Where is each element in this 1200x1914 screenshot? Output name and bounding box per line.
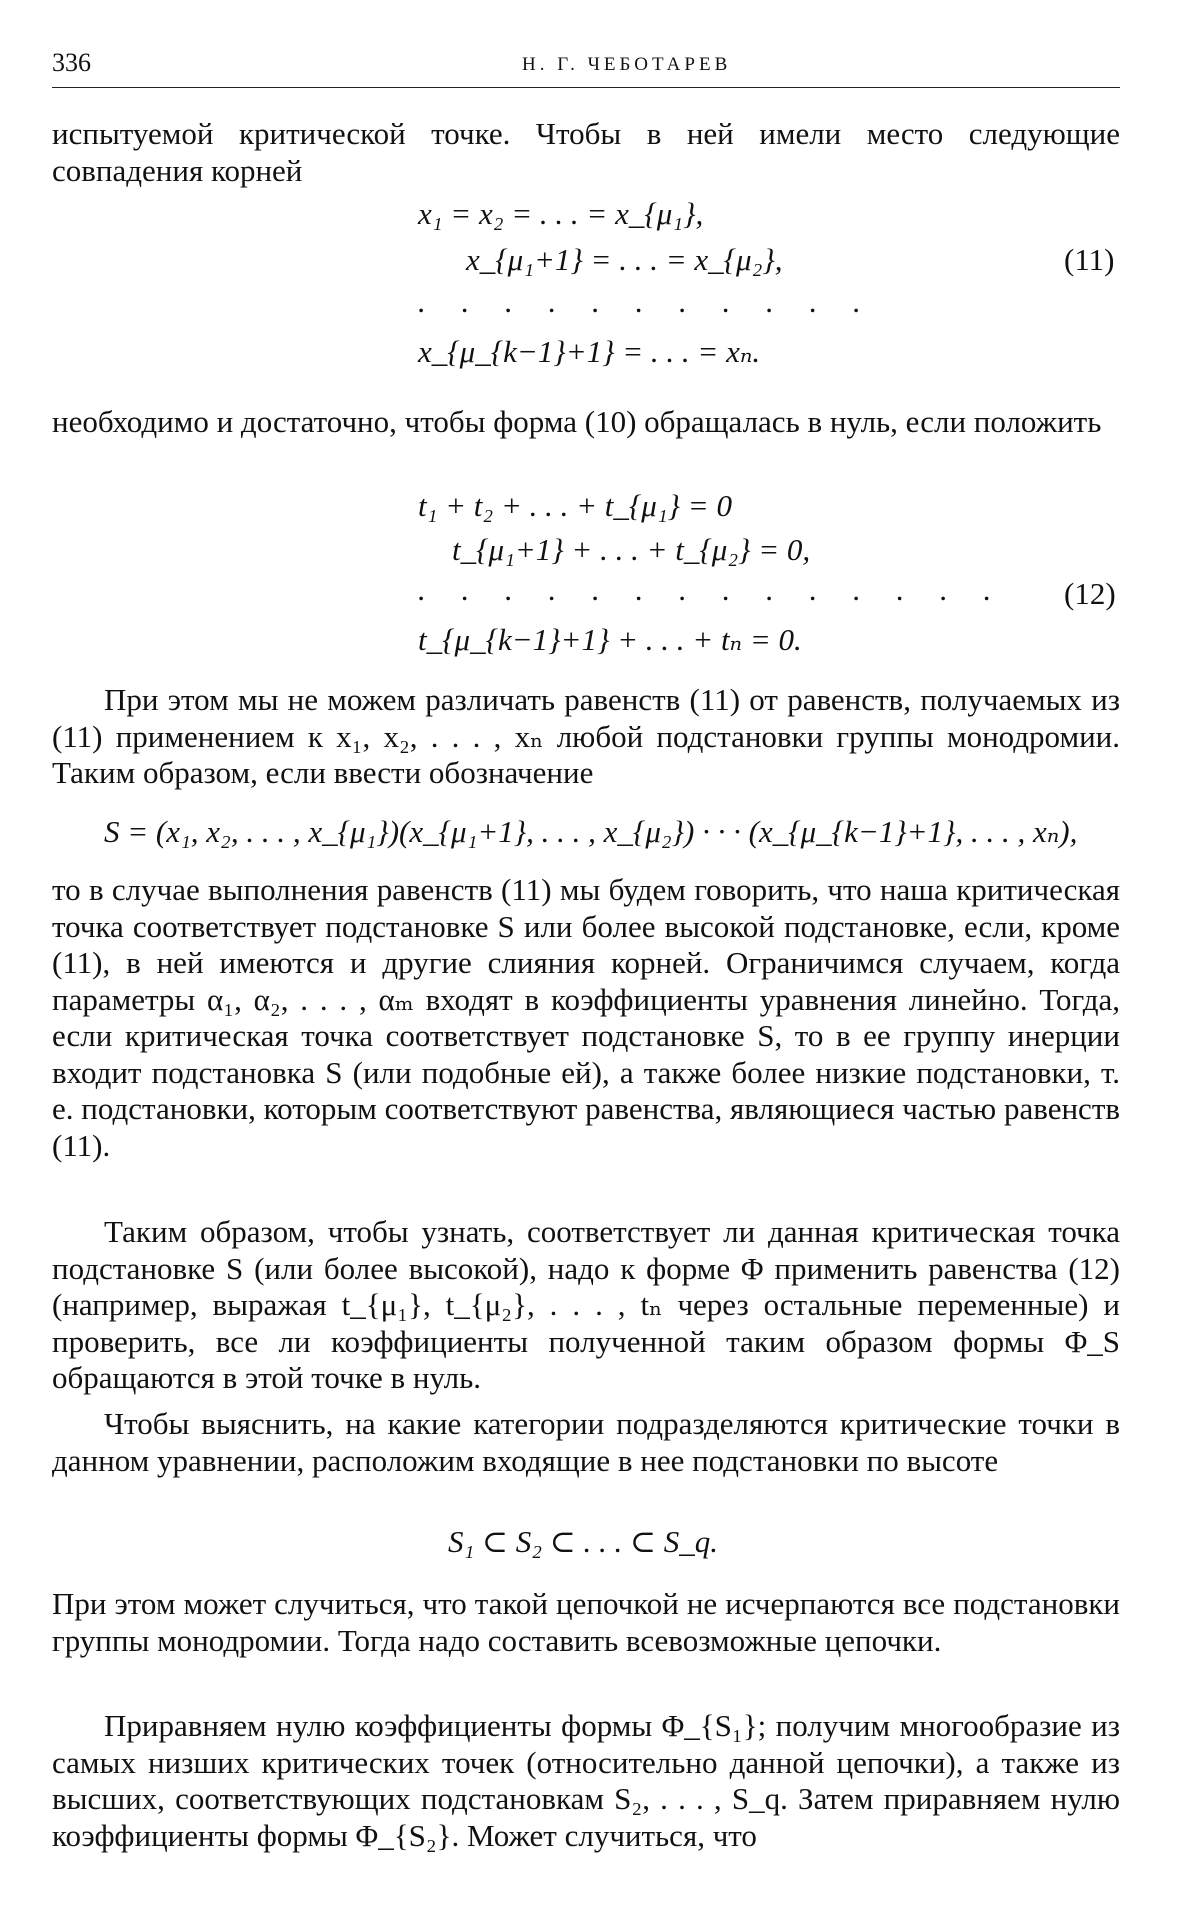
paragraph-5-text: Таким образом, чтобы узнать, соответствует ли данная критическая точка подстановке S (или более высокой), надо к форме Φ применить равенства (12) (например, выражая t_{μ₁}, t_{μ₂}, . . . , tₙ через остальные переменные) и проверить, все ли коэффициенты полученной таким образом формы Φ_S обращаются в этой точке в нуль. — [52, 1214, 1120, 1395]
paragraph-2-text: необходимо и достаточно, чтобы форма (10) обращалась в нуль, если положить — [52, 404, 1102, 439]
paragraph-4 — [52, 872, 1120, 1164]
paragraph-1 — [52, 116, 1120, 189]
equation-12-line-2: t_{μ₁+1} + . . . + t_{μ₂} = 0, — [452, 532, 811, 567]
paragraph-3 — [52, 682, 1120, 792]
equation-11-line-2: x_{μ₁+1} = . . . = x_{μ₂}, — [466, 242, 783, 277]
paragraph-1-text: испытуемой критической точке. Чтобы в ней имели место следующие совпадения корней — [52, 116, 1120, 188]
paragraph-6-text: Чтобы выяснить, на какие категории подразделяются критические точки в данном уравнении, расположим входящие в нее подстановки по высоте — [52, 1406, 1120, 1478]
paragraph-6 — [52, 1406, 1120, 1479]
equation-12-line-3: . . . . . . . . . . . . . . — [418, 572, 1006, 607]
header-rule — [52, 87, 1120, 88]
paragraph-3-text: При этом мы не можем различать равенств (11) от равенств, получаемых из (11) применением к x₁, x₂, . . . , xₙ любой подстановки группы монодромии. Таким образом, если ввести обозначение — [52, 682, 1120, 790]
equation-12-number: (12) — [1064, 576, 1116, 611]
paragraph-7-text: При этом может случиться, что такой цепочкой не исчерпаются все подстановки группы монодромии. Тогда надо составить всевозможные цепочки. — [52, 1586, 1120, 1658]
paragraph-8-text: Приравняем нулю коэффициенты формы Φ_{S₁}; получим многообразие из самых низших критических точек (относительно данной цепочки), а также из высших, соответствующих подстановкам S₂, . . . , S_q. Затем приравняем нулю коэффициенты формы Φ_{S₂}. Может случиться, что — [52, 1708, 1120, 1853]
equation-S: S = (x₁, x₂, . . . , x_{μ₁})(x_{μ₁+1}, . . . , x_{μ₂}) · · · (x_{μ_{k−1}+1}, . . . , xₙ), — [104, 814, 1078, 849]
page-header — [52, 48, 1120, 90]
equation-11-line-3: . . . . . . . . . . . — [418, 284, 875, 319]
running-head: Н. Г. ЧЕБОТАРЕВ — [522, 54, 732, 75]
paragraph-2 — [52, 404, 1120, 441]
paragraph-7 — [52, 1586, 1120, 1659]
equation-11-number: (11) — [1064, 242, 1115, 277]
equation-11-line-1: x₁ = x₂ = . . . = x_{μ₁}, — [418, 196, 704, 231]
equation-12-line-1: t₁ + t₂ + . . . + t_{μ₁} = 0 — [418, 488, 732, 523]
paragraph-8 — [52, 1708, 1120, 1854]
equation-11-line-4: x_{μ_{k−1}+1} = . . . = xₙ. — [418, 334, 761, 369]
paragraph-5 — [52, 1214, 1120, 1397]
equation-12-line-4: t_{μ_{k−1}+1} + . . . + tₙ = 0. — [418, 622, 802, 657]
paragraph-4-text: то в случае выполнения равенств (11) мы будем говорить, что наша критическая точка соответствует подстановке S или более высокой подстановке, если, кроме (11), в ней имеются и другие слияния корней. Ограничимся случаем, когда параметры α₁, α₂, . . . , αₘ входят в коэффициенты уравнения линейно. Тогда, если критическая точка соответствует подстановке S, то в ее группу инерции входит подстановка S (или подобные ей), а также более низкие подстановки, т. е. подстановки, которым соответствуют равенства, являющиеся частью равенств (11). — [52, 872, 1120, 1163]
page-number: 336 — [52, 48, 91, 77]
equation-chain: S₁ ⊂ S₂ ⊂ . . . ⊂ S_q. — [448, 1524, 718, 1559]
